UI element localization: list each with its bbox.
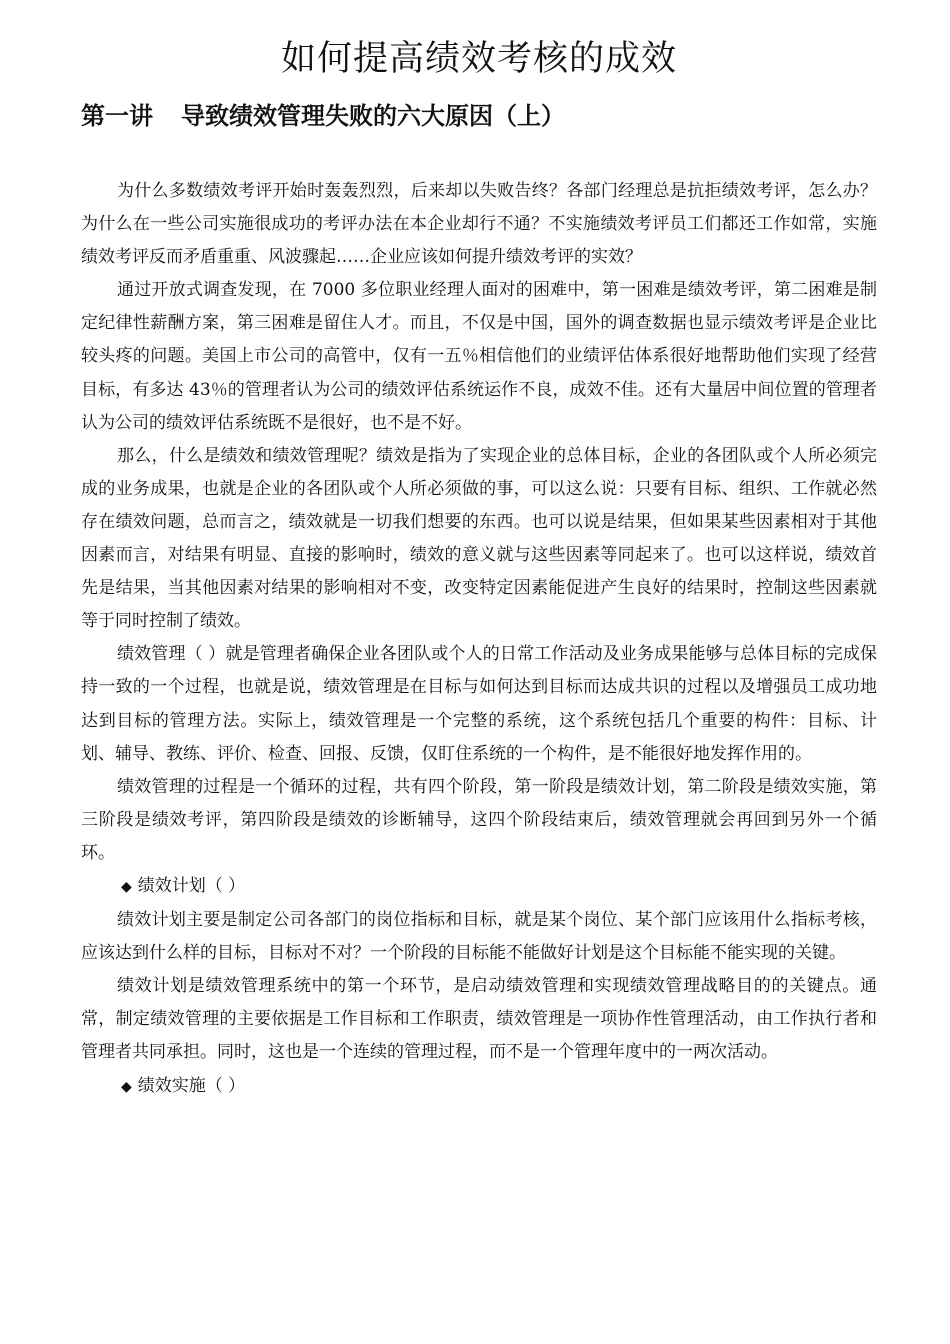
lecture-heading [81,99,565,133]
section-heading-performance-implementation [81,1070,877,1104]
paragraph: 那么，什么是绩效和绩效管理呢？绩效是指为了实现企业的总体目标，企业的各团队或个人所必须完成的业务成果，也就是企业的各团队或个人所必须做的事，可以这么说：只要有目标、组织、工作就必然存在绩效问题，总而言之，绩效就是一切我们想要的东西。也可以说是结果，但如果某些因素相对于其他因素而言，对结果有明显、直接的影响时，绩效的意义就与这些因素等同起来了。也可以这样说，绩效首先是结果，当其他因素对结果的影响相对不变，改变特定因素能促进产生良好的结果时，控制这些因素就等于同时控制了绩效。 [81,445,877,632]
lecture-number: 第一讲 [81,102,153,130]
paragraph: 通过开放式调查发现，在 7000 多位职业经理人面对的困难中，第一困难是绩效考评，第二困难是制定纪律性薪酬方案，第三困难是留住人才。而且，不仅是中国，国外的调查数据也显示绩效考评是企业比较头疼的问题。美国上市公司的高管中，仅有一五％相信他们的业绩评估体系很好地帮助他们实现了经营目标，有多达 43％的管理者认为公司的绩效评估系统运作不良，成效不佳。还有大量居中间位置的管理者认为公司的绩效评估系统既不是很好，也不是不好。 [81,280,877,433]
diamond-bullet-icon: ◆ [121,1078,132,1095]
paragraph: 为什么多数绩效考评开始时轰轰烈烈，后来却以失败告终？各部门经理总是抗拒绩效考评，怎么办？为什么在一些公司实施很成功的考评办法在本企业却行不通？不实施绩效考评员工们都还工作如常，实施绩效考评反而矛盾重重、风波骤起……企业应该如何提升绩效考评的实效？ [81,181,877,268]
paragraph: 绩效计划是绩效管理系统中的第一个环节，是启动绩效管理和实现绩效管理战略目的的关键点。通常，制定绩效管理的主要依据是工作目标和工作职责，绩效管理是一项协作性管理活动，由工作执行者和管理者共同承担。同时，这也是一个连续的管理过程，而不是一个管理年度中的一两次活动。 [81,976,877,1063]
lecture-topic: 导致绩效管理失败的六大原因（上） [181,102,565,130]
document-title: 如何提高绩效考核的成效 [280,39,677,79]
section-label: 绩效计划（ ） [137,875,246,896]
section-heading-performance-plan [81,870,877,904]
paragraph: 绩效计划主要是制定公司各部门的岗位指标和目标，就是某个岗位、某个部门应该用什么指标考核，应该达到什么样的目标，目标对不对？一个阶段的目标能不能做好计划是这个目标能不能实现的关键。 [81,910,877,964]
diamond-bullet-icon: ◆ [121,878,132,895]
paragraph: 绩效管理（ ）就是管理者确保企业各团队或个人的日常工作活动及业务成果能够与总体目标的完成保持一致的一个过程，也就是说，绩效管理是在目标与如何达到目标而达成共识的过程以及增强员工成功地达到目标的管理方法。实际上，绩效管理是一个完整的系统，这个系统包括几个重要的构件：目标、计划、辅导、教练、评价、检查、回报、反馈，仅盯住系统的一个构件，是不能很好地发挥作用的。 [81,644,877,764]
section-label: 绩效实施（ ） [137,1075,246,1096]
document-body [81,175,877,1104]
paragraph: 绩效管理的过程是一个循环的过程，共有四个阶段，第一阶段是绩效计划，第二阶段是绩效实施，第三阶段是绩效考评，第四阶段是绩效的诊断辅导，这四个阶段结束后，绩效管理就会再回到另外一个循环。 [81,776,877,863]
